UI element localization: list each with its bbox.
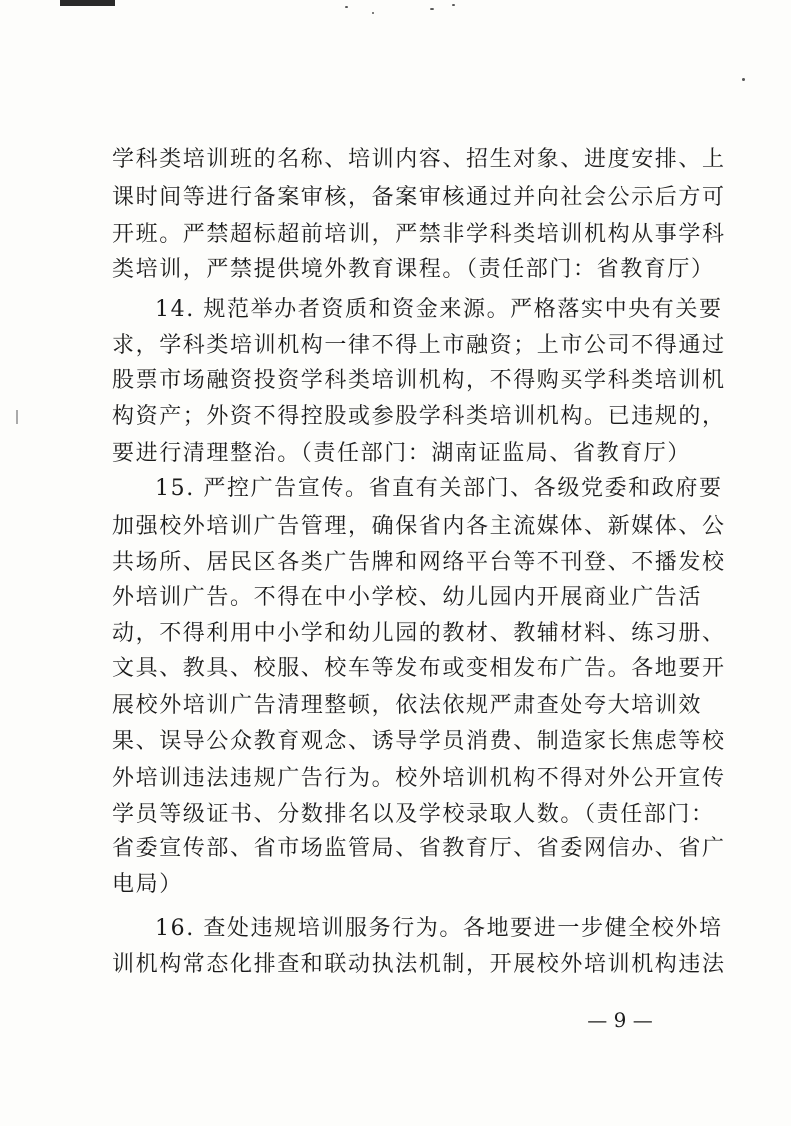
body-line: 课时间等进行备案审核，备案审核通过并向社会公示后方可 xyxy=(112,185,726,210)
body-line: 学员等级证书、分数排名以及学校录取人数。（责任部门： xyxy=(112,802,715,827)
scan-speck xyxy=(345,6,348,8)
scan-speck xyxy=(16,410,18,424)
page-number: — 9 — xyxy=(587,1008,653,1032)
body-line: 开班。严禁超标超前培训，严禁非学科类培训机构从事学科 xyxy=(112,222,726,247)
scan-edge-mark xyxy=(60,0,115,6)
section-15-heading-line: 15. 严控广告宣传。省直有关部门、各级党委和政府要 xyxy=(155,476,723,501)
body-line: 外培训广告。不得在中小学校、幼儿园内开展商业广告活 xyxy=(112,585,703,610)
section-16-heading-line: 16. 查处违规培训服务行为。各地要进一步健全校外培 xyxy=(155,916,723,941)
body-line: 共场所、居民区各类广告牌和网络平台等不刊登、不播发校 xyxy=(112,550,726,575)
body-line: 电局） xyxy=(112,872,183,897)
body-line: 要进行清理整治。（责任部门：湖南证监局、省教育厅） xyxy=(112,441,692,466)
body-line: 加强校外培训广告管理，确保省内各主流媒体、新媒体、公 xyxy=(112,514,726,539)
scan-speck xyxy=(430,8,434,10)
section-14-heading-line: 14. 规范举办者资质和资金来源。严格落实中央有关要 xyxy=(155,297,723,322)
body-line: 训机构常态化排查和联动执法机制，开展校外培训机构违法 xyxy=(112,952,726,977)
scan-speck xyxy=(742,78,745,81)
body-line: 股票市场融资投资学科类培训机构，不得购买学科类培训机 xyxy=(112,368,726,393)
scan-speck xyxy=(372,12,374,14)
body-line: 学科类培训班的名称、培训内容、招生对象、进度安排、上 xyxy=(112,147,726,172)
body-line: 文具、教具、校服、校车等发布或变相发布广告。各地要开 xyxy=(112,656,726,681)
body-line: 展校外培训广告清理整顿，依法依规严肃查处夸大培训效 xyxy=(112,693,703,718)
body-line: 省委宣传部、省市场监管局、省教育厅、省委网信办、省广 xyxy=(112,836,726,861)
body-line: 外培训违法违规广告行为。校外培训机构不得对外公开宣传 xyxy=(112,766,726,791)
scan-speck xyxy=(452,4,455,6)
body-line: 类培训，严禁提供境外教育课程。（责任部门：省教育厅） xyxy=(112,257,715,282)
body-line: 构资产；外资不得控股或参股学科类培训机构。已违规的， xyxy=(112,404,726,429)
body-line: 果、误导公众教育观念、诱导学员消费、制造家长焦虑等校 xyxy=(112,729,726,754)
body-line: 求，学科类培训机构一律不得上市融资；上市公司不得通过 xyxy=(112,333,726,358)
body-line: 动，不得利用中小学和幼儿园的教材、教辅材料、练习册、 xyxy=(112,621,726,646)
